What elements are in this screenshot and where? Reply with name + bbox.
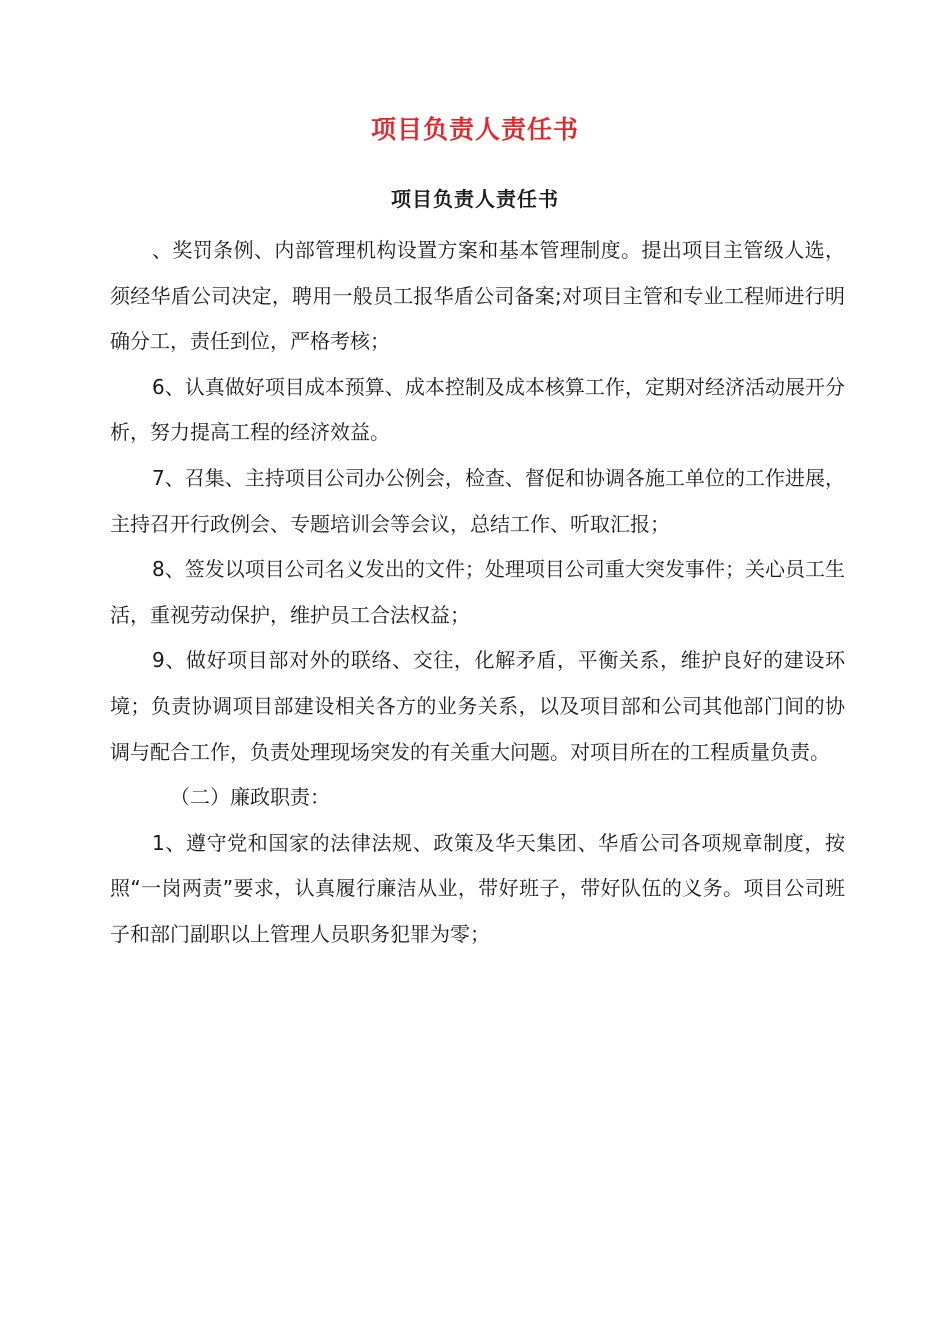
paragraph-management-rules: 、奖罚条例、内部管理机构设置方案和基本管理制度。提出项目主管级人选，须经华盾公司决定，聘用一般员工报华盾公司备案;对项目主管和专业工程师进行明确分工，责任到位，严格考核； [110, 238, 845, 354]
paragraph-item-7: 7、召集、主持项目公司办公例会，检查、督促和协调各施工单位的工作进展，主持召开行政例会、专题培训会等会议，总结工作、听取汇报； [110, 465, 845, 536]
section-heading-integrity: （二）廉政职责： [170, 785, 330, 810]
paragraph-item-8: 8、签发以项目公司名义发出的文件；处理项目公司重大突发事件；关心员工生活，重视劳动保护，维护员工合法权益； [110, 557, 845, 627]
document-subtitle: 项目负责人责任书 [391, 187, 559, 211]
paragraph-item-9: 9、做好项目部对外的联络、交往，化解矛盾，平衡关系，维护良好的建设环境；负责协调项目部建设相关各方的业务关系，以及项目部和公司其他部门间的协调与配合工作，负责处理现场突发的有关重大问题。对项目所在的工程质量负责。 [110, 648, 845, 764]
paragraph-integrity-item-1: 1、遵守党和国家的法律法规、政策及华天集团、华盾公司各项规章制度，按照“一岗两责”要求，认真履行廉洁从业，带好班子，带好队伍的义务。项目公司班子和部门副职以上管理人员职务犯罪为零； [110, 830, 845, 946]
document-body [110, 228, 845, 958]
paragraph-item-6: 6、认真做好项目成本预算、成本控制及成本核算工作，定期对经济活动展开分析，努力提高工程的经济效益。 [110, 374, 845, 445]
document-title: 项目负责人责任书 [370, 115, 579, 144]
